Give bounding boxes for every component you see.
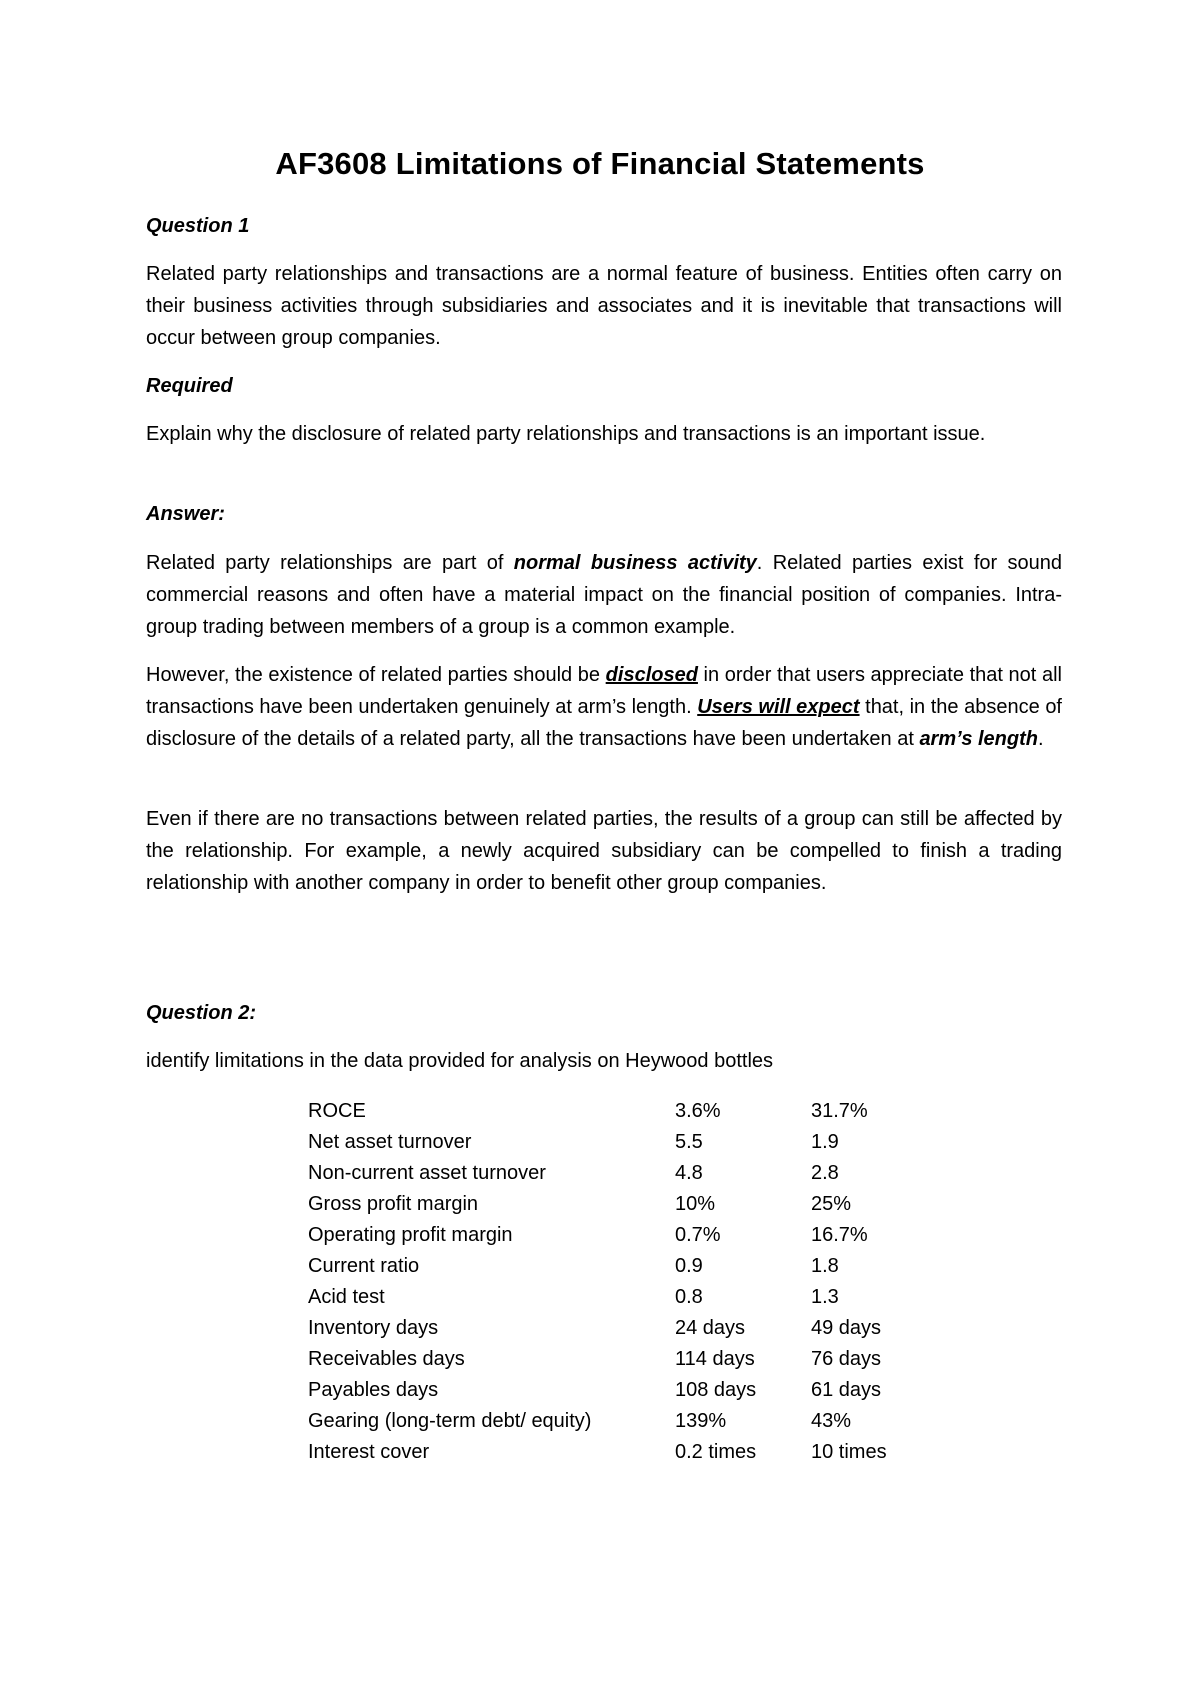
- ratio-value-b-cell: 31.7%: [811, 1100, 868, 1122]
- answer-p1-text-c: . Related parties exist for sound commercial reasons and often have a material impact on the financial position of companies. Intra-group trading between members of a group is a common example.: [146, 552, 1062, 638]
- answer-paragraph-3: Even if there are no transactions between related parties, the results of a group can still be affected by the relationship. For example, a newly acquired subsidiary can be compelled to finish a trading relationship with another company in order to benefit other group companies.: [146, 808, 1062, 894]
- ratio-metric-cell: Acid test: [308, 1286, 385, 1308]
- ratio-row: [308, 1220, 931, 1251]
- answer-paragraph-2: [146, 659, 1062, 755]
- required-text: Explain why the disclosure of related party relationships and transactions is an important issue.: [146, 423, 986, 445]
- required-label: Required: [146, 375, 233, 397]
- ratio-value-a-cell: 114 days: [675, 1348, 755, 1370]
- ratio-row: [308, 1158, 931, 1189]
- ratio-row: [308, 1375, 931, 1406]
- answer-p2-text-e: that, in the absence of disclosure of the details of a related party, all the transactions have been undertaken at: [146, 696, 1062, 750]
- ratio-value-b-cell: 43%: [811, 1410, 852, 1432]
- answer-p2-text-c: in order that users appreciate that not all transactions have been undertaken genuinely at arm’s length.: [146, 664, 1062, 718]
- answer-p1-text-a: Related party relationships are part of: [146, 552, 514, 574]
- ratio-metric-cell: Receivables days: [308, 1348, 465, 1370]
- ratio-row: [308, 1406, 931, 1437]
- ratio-metric-cell: ROCE: [308, 1100, 366, 1122]
- ratio-row: [308, 1313, 931, 1344]
- ratio-value-b-cell: 1.3: [811, 1286, 839, 1308]
- ratio-value-a-cell: 5.5: [675, 1131, 703, 1153]
- ratio-metric-cell: Gross profit margin: [308, 1193, 479, 1215]
- ratio-metric-cell: Payables days: [308, 1379, 439, 1401]
- answer-p2-text-g: .: [1038, 728, 1044, 750]
- ratio-value-b-cell: 25%: [811, 1193, 852, 1215]
- ratio-value-b-cell: 2.8: [811, 1162, 839, 1184]
- question-2-label: Question 2:: [146, 1002, 257, 1024]
- answer-label: Answer:: [146, 503, 225, 525]
- ratio-value-a-cell: 108 days: [675, 1379, 757, 1401]
- ratio-value-b-cell: 1.8: [811, 1255, 839, 1277]
- ratio-value-a-cell: 139%: [675, 1410, 727, 1432]
- question-1-intro: Related party relationships and transactions are a normal feature of business. Entities often carry on their business activities through subsidiaries and associates and it is inevitable that transactions will occur between group companies.: [146, 263, 1062, 349]
- question-2-intro: identify limitations in the data provided for analysis on Heywood bottles: [146, 1050, 774, 1072]
- ratio-table: [308, 1096, 931, 1468]
- ratio-metric-cell: Inventory days: [308, 1317, 439, 1339]
- ratio-metric-cell: Operating profit margin: [308, 1224, 513, 1246]
- ratio-row: [308, 1282, 931, 1313]
- answer-p2-text-a: However, the existence of related parties should be: [146, 664, 606, 686]
- question-1-label: Question 1: [146, 215, 250, 237]
- ratio-row: [308, 1096, 931, 1127]
- ratio-value-a-cell: 0.7%: [675, 1224, 721, 1246]
- ratio-table-body: [308, 1096, 931, 1468]
- ratio-value-a-cell: 24 days: [675, 1317, 746, 1339]
- ratio-metric-cell: Non-current asset turnover: [308, 1162, 546, 1184]
- ratio-value-b-cell: 76 days: [811, 1348, 882, 1370]
- ratio-value-b-cell: 16.7%: [811, 1224, 868, 1246]
- ratio-value-b-cell: 61 days: [811, 1379, 882, 1401]
- answer-paragraph-1: [146, 547, 1062, 643]
- ratio-metric-cell: Gearing (long-term debt/ equity): [308, 1410, 592, 1432]
- document-title: AF3608 Limitations of Financial Statements: [275, 146, 925, 181]
- ratio-row: [308, 1189, 931, 1220]
- ratio-value-b-cell: 49 days: [811, 1317, 882, 1339]
- ratio-row: [308, 1251, 931, 1282]
- ratio-value-b-cell: 1.9: [811, 1131, 839, 1153]
- ratio-metric-cell: Net asset turnover: [308, 1131, 472, 1153]
- ratio-row: [308, 1127, 931, 1158]
- users-will-expect-emphasis: Users will expect: [697, 696, 860, 718]
- ratio-row: [308, 1344, 931, 1375]
- ratio-metric-cell: Interest cover: [308, 1441, 430, 1463]
- ratio-metric-cell: Current ratio: [308, 1255, 420, 1277]
- ratio-value-a-cell: 3.6%: [675, 1100, 721, 1122]
- ratio-value-b-cell: 10 times: [811, 1441, 887, 1463]
- ratio-value-a-cell: 4.8: [675, 1162, 703, 1184]
- disclosed-emphasis: disclosed: [605, 664, 698, 686]
- ratio-value-a-cell: 0.8: [675, 1286, 703, 1308]
- normal-business-activity-emphasis: normal business activity: [513, 552, 757, 574]
- ratio-value-a-cell: 0.9: [675, 1255, 703, 1277]
- arms-length-emphasis: arm’s length: [919, 728, 1038, 750]
- ratio-value-a-cell: 10%: [675, 1193, 716, 1215]
- ratio-row: [308, 1437, 931, 1468]
- ratio-value-a-cell: 0.2 times: [675, 1441, 757, 1463]
